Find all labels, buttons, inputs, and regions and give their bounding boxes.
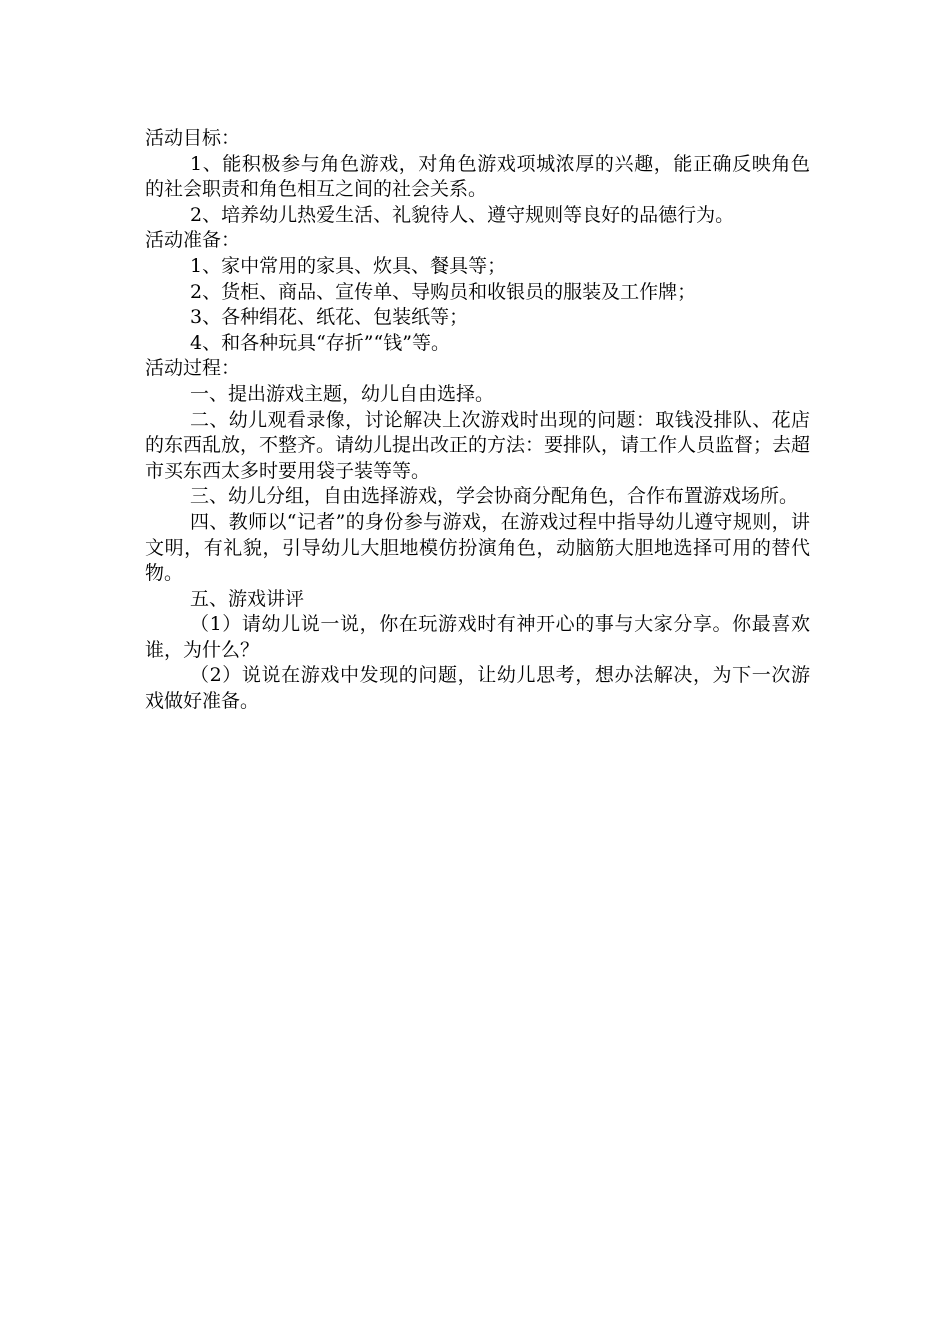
process-item: 三、幼儿分组，自由选择游戏，学会协商分配角色，合作布置游戏场所。	[190, 485, 799, 508]
preparation-item: 2、货柜、商品、宣传单、导购员和收银员的服装及工作牌；	[190, 280, 697, 303]
process-item: 二、幼儿观看录像，讨论解决上次游戏时出现的问题：取钱没排队、花店的东西乱放，不整齐。请幼儿提出改正的方法：要排队，请工作人员监督；去超市买东西太多时要用袋子装等等。	[145, 408, 811, 482]
preparation-item: 4、和各种玩具“存折”“钱”等。	[190, 331, 450, 354]
section-heading-goals: 活动目标：	[145, 127, 241, 149]
section-heading-preparation: 活动准备：	[145, 229, 241, 252]
process-item: 四、教师以“记者”的身份参与游戏，在游戏过程中指导幼儿遵守规则，讲文明，有礼貌，引导幼儿大胆地模仿扮演角色，动脑筋大胆地选择可用的替代物。	[145, 510, 810, 585]
preparation-item: 3、各种绢花、纸花、包装纸等；	[190, 306, 469, 329]
goal-item: 2、培养幼儿热爱生活、礼貌待人、遵守规则等良好的品德行为。	[190, 203, 735, 226]
document-body	[145, 126, 810, 715]
process-item: 一、提出游戏主题，幼儿自由选择。	[190, 382, 495, 405]
preparation-item: 1、家中常用的家具、炊具、餐具等；	[190, 254, 507, 277]
process-item: （1）请幼儿说一说，你在玩游戏时有神开心的事与大家分享。你最喜欢谁，为什么？	[145, 613, 810, 661]
process-item: （2）说说在游戏中发现的问题，让幼儿思考，想办法解决，为下一次游戏做好准备。	[145, 664, 810, 713]
process-item: 五、游戏讲评	[190, 587, 305, 610]
goal-item: 1、能积极参与角色游戏，对角色游戏项城浓厚的兴趣，能正确反映角色的社会职责和角色相互之间的社会关系。	[145, 152, 810, 201]
section-heading-process: 活动过程：	[145, 357, 241, 380]
